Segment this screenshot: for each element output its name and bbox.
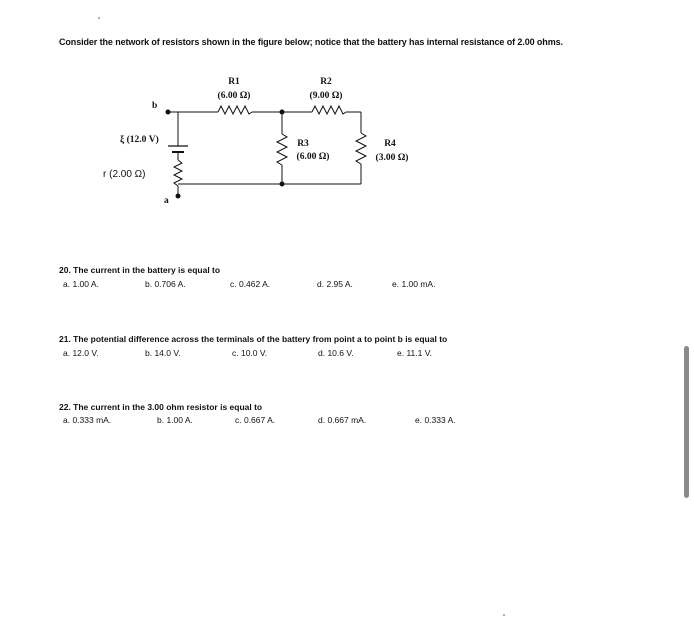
question-20-option-c: c. 0.462 A. [230, 279, 271, 289]
scan-speck [98, 17, 100, 19]
question-21-option-d: d. 10.6 V. [318, 348, 354, 358]
internal-resistance-zigzag [174, 160, 182, 186]
r2-zigzag [312, 106, 346, 114]
node-top-middle-dot [280, 110, 285, 115]
question-20-option-a: a. 1.00 A. [63, 279, 99, 289]
node-a-dot [176, 194, 181, 199]
question-20-option-e: e. 1.00 mA. [392, 279, 436, 289]
r1-value-label: (6.00 Ω) [217, 91, 251, 101]
question-22-option-a: a. 0.333 mA. [63, 415, 112, 425]
node-bottom-middle-dot [280, 182, 285, 187]
question-20-option-b: b. 0.706 A. [145, 279, 186, 289]
question-20-text: 20. The current in the battery is equal to [59, 265, 221, 275]
r1-name-label: R1 [228, 77, 240, 87]
problem-statement: Consider the network of resistors shown in the figure below; notice that the battery has internal resistance of 2.00 ohms. [59, 37, 563, 47]
question-21-text: 21. The potential difference across the terminals of the battery from point a to point b is equal to [59, 334, 448, 344]
question-21-option-a: a. 12.0 V. [63, 348, 99, 358]
r4-value-label: (3.00 Ω) [375, 153, 409, 163]
question-22-option-d: d. 0.667 mA. [318, 415, 367, 425]
r2-name-label: R2 [320, 77, 332, 87]
question-22-option-e: e. 0.333 A. [415, 415, 456, 425]
vertical-scrollbar[interactable] [684, 346, 689, 498]
node-b-label: b [152, 101, 158, 111]
question-22-option-b: b. 1.00 A. [157, 415, 193, 425]
r3-zigzag [277, 134, 287, 165]
question-20-option-d: d. 2.95 A. [317, 279, 353, 289]
question-22-text: 22. The current in the 3.00 ohm resistor is equal to [59, 402, 263, 412]
r4-zigzag [356, 133, 366, 164]
r1-zigzag [218, 106, 252, 114]
scan-speck [503, 614, 505, 616]
r2-value-label: (9.00 Ω) [309, 91, 343, 101]
question-21-option-b: b. 14.0 V. [145, 348, 181, 358]
r3-value-label: (6.00 Ω) [296, 152, 330, 162]
node-a-label: a [164, 196, 169, 206]
question-21-option-e: e. 11.1 V. [397, 348, 432, 358]
r4-name-label: R4 [384, 139, 396, 149]
internal-resistance-label: r (2.00 Ω) [103, 169, 146, 180]
emf-label: ξ (12.0 V) [120, 135, 159, 145]
node-b-dot [166, 110, 171, 115]
question-21-option-c: c. 10.0 V. [232, 348, 268, 358]
r3-name-label: R3 [297, 139, 309, 149]
question-22-option-c: c. 0.667 A. [235, 415, 276, 425]
